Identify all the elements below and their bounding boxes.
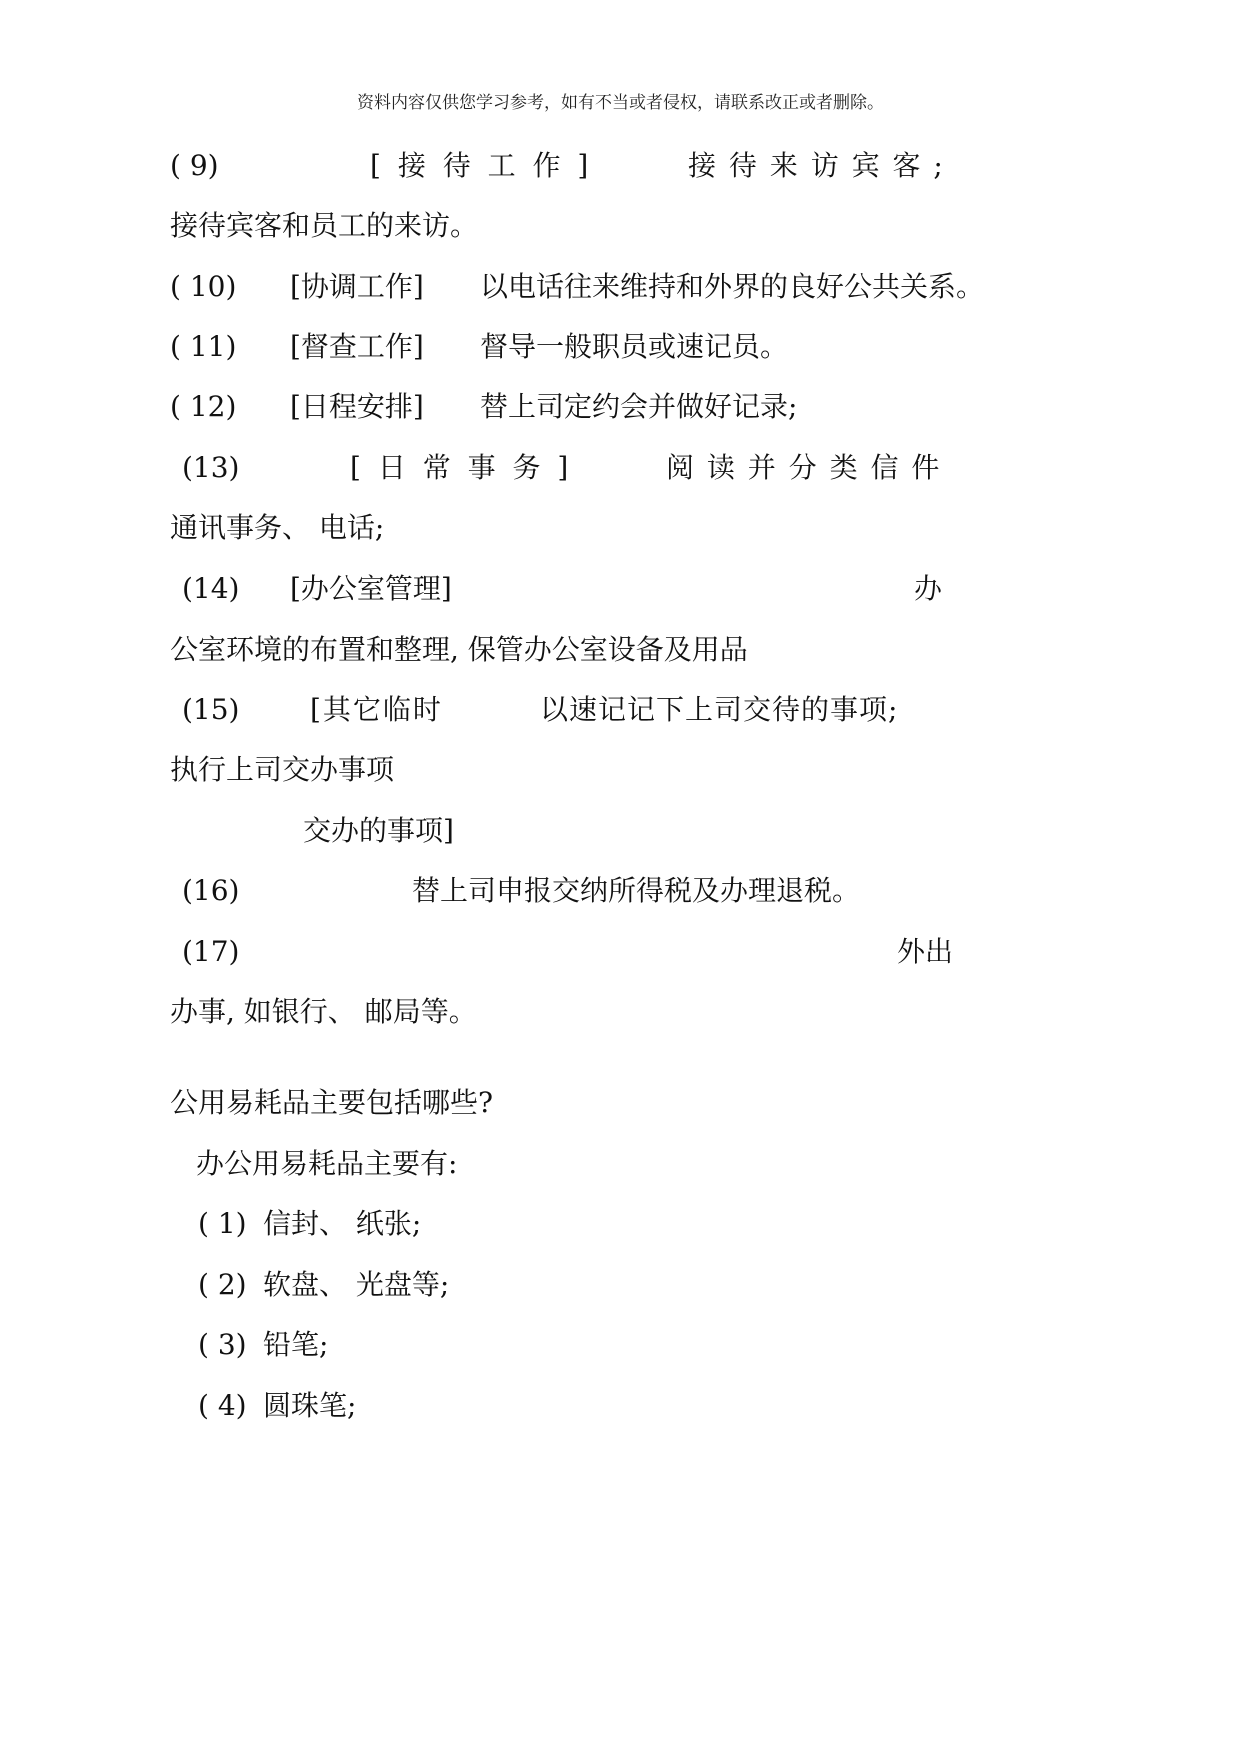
question-heading: 公用易耗品主要包括哪些? xyxy=(170,1086,494,1119)
supply-4-text: 圆珠笔; xyxy=(263,1389,357,1422)
item-13-tag: [ 日 常 事 务 ] xyxy=(350,451,573,484)
item-10-number: ( 10) xyxy=(170,270,237,303)
item-13-description: 阅 读 并 分 类 信 件 xyxy=(666,451,942,484)
item-17-description: 外出 xyxy=(897,935,954,968)
item-17-number: (17) xyxy=(182,935,240,968)
item-9-description: 接 待 来 访 宾 客 ; xyxy=(688,149,945,182)
item-11-description: 督导一般职员或速记员。 xyxy=(480,330,789,363)
item-12-description: 替上司定约会并做好记录; xyxy=(480,390,798,423)
supply-1-number: ( 1) xyxy=(198,1207,247,1240)
supply-3-text: 铅笔; xyxy=(263,1328,329,1361)
item-10-tag: [协调工作] xyxy=(290,270,424,303)
supply-4-number: ( 4) xyxy=(198,1389,247,1422)
item-14-number: (14) xyxy=(182,572,240,605)
item-13-number: (13) xyxy=(182,451,240,484)
supply-2-number: ( 2) xyxy=(198,1268,247,1301)
item-11-number: ( 11) xyxy=(170,330,237,363)
item-16-description: 替上司申报交纳所得税及办理退税。 xyxy=(412,874,861,907)
item-14-continuation: 公室环境的布置和整理, 保管办公室设备及用品 xyxy=(170,633,748,666)
supply-1-text: 信封、 纸张; xyxy=(263,1207,422,1240)
item-14-description: 办 xyxy=(914,572,943,605)
item-13-continuation: 通讯事务、 电话; xyxy=(170,511,385,544)
item-15-continuation: 执行上司交办事项 xyxy=(170,753,395,786)
supply-2-text: 软盘、 光盘等; xyxy=(263,1268,450,1301)
answer-intro: 办公用易耗品主要有: xyxy=(196,1147,458,1180)
item-12-tag: [日程安排] xyxy=(290,390,424,423)
item-9-number: ( 9) xyxy=(170,149,219,182)
item-9-tag: [ 接 待 工 作 ] xyxy=(370,149,593,182)
item-9-continuation: 接待宾客和员工的来访。 xyxy=(170,209,479,242)
item-15-tag-continuation: 交办的事项] xyxy=(303,814,454,847)
supply-3-number: ( 3) xyxy=(198,1328,247,1361)
item-15-number: (15) xyxy=(182,693,240,726)
item-15-description: 以速记记下上司交待的事项; xyxy=(540,693,899,726)
page-header-disclaimer: 资料内容仅供您学习参考，如有不当或者侵权，请联系改正或者删除。 xyxy=(357,93,884,113)
item-10-description: 以电话往来维持和外界的良好公共关系。 xyxy=(480,270,985,303)
item-14-tag: [办公室管理] xyxy=(290,572,452,605)
item-17-continuation: 办事, 如银行、 邮局等。 xyxy=(170,995,477,1028)
item-12-number: ( 12) xyxy=(170,390,237,423)
item-11-tag: [督查工作] xyxy=(290,330,424,363)
item-15-tag: [其它临时 xyxy=(310,693,443,726)
item-16-number: (16) xyxy=(182,874,240,907)
